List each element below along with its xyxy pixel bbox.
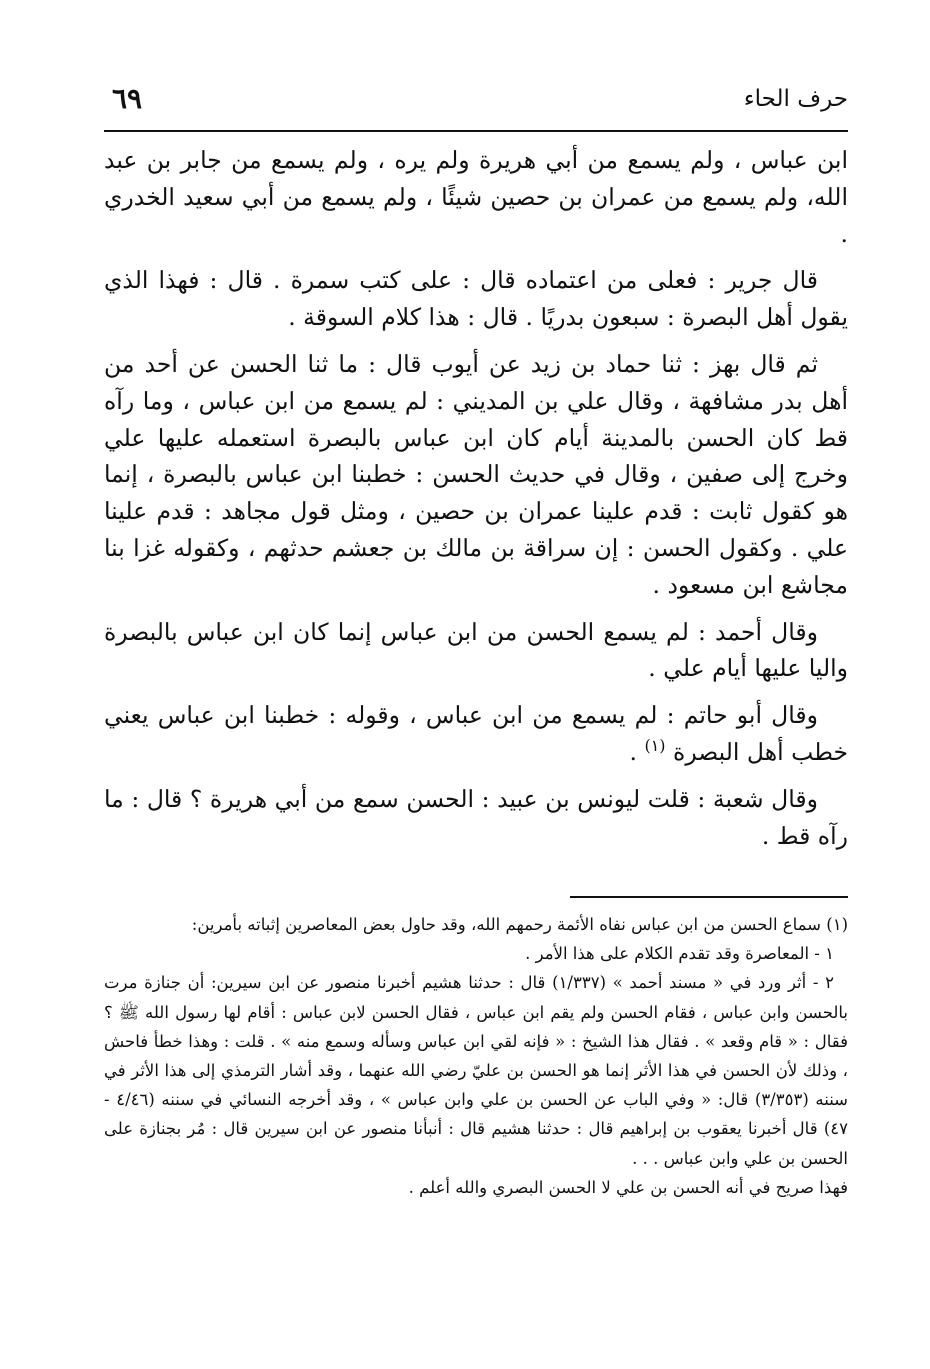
header-rule <box>104 130 848 132</box>
footnote-rule <box>570 896 848 898</box>
running-title: حرف الحاء <box>743 86 848 112</box>
footnote-1: (١) سماع الحسن من ابن عباس نفاه الأئمة رحمهم الله، وقد حاول بعض المعاصرين إثباته بأمرين: <box>191 915 848 934</box>
page-number: ٦٩ <box>112 82 143 115</box>
footnote-item-2: ٢ - أثر ورد في « مسند أحمد » (١/٣٣٧) قال : حدثنا هشيم أخبرنا منصور عن ابن سيرين: أن جنازة مرت بالحسن وابن عباس ، فقام الحسن ولم يقم ابن عباس ، فقال الحسن لابن عباس : أقام لها رسول الله ﷺ ؟ فقال : « قام وقعد » . فقال هذا الشيخ : « فإنه لقي ابن عباس وسأله وسمع منه » . قلت : وهذا خطأ فاحش ، وذلك لأن الحسن في هذا الأثر إنما هو الحسن بن عليّ رضي الله عنهما ، وقد أشار الترمذي إلى هذا الأثر في سننه (٣/٣٥٣) قال: « وفي الباب عن الحسن بن علي وابن عباس » ، وقد أخرجه النسائي في سننه (٤/٤٦ - ٤٧) قال أخبرنا يعقوب بن إبراهيم قال : حدثنا هشيم قال : أنبأنا منصور عن ابن سيرين قال : مُر بجنازة على الحسن بن علي وابن عباس . . . <box>104 973 849 1168</box>
footnote-item-1: ١ - المعاصرة وقد تقدم الكلام على هذا الأمر . <box>525 944 834 964</box>
footnote-conclusion: فهذا صريح في أنه الحسن بن علي لا الحسن البصري والله أعلم . <box>408 1177 848 1197</box>
main-text <box>104 142 848 864</box>
paragraph-6: وقال شعبة : قلت ليونس بن عبيد : الحسن سمع من أبي هريرة ؟ قال : ما رآه قط . <box>104 784 848 850</box>
paragraph-4: وقال أحمد : لم يسمع الحسن من ابن عباس إنما كان ابن عباس بالبصرة واليا عليها أيام علي . <box>104 617 848 683</box>
page-header <box>104 82 848 122</box>
paragraph-3: ثم قال بهز : ثنا حماد بن زيد عن أيوب قال : ما ثنا الحسن عن أحد من أهل بدر مشافهة ، وقال علي بن المديني : لم يسمع من ابن عباس ، وما رآه قط كان الحسن بالمدينة أيام كان ابن عباس بالبصرة استعمله عليها علي وخرج إلى صفين ، وقال في حديث الحسن : خطبنا ابن عباس بالبصرة ، إنما هو كقول ثابت : قدم علينا عمران بن حصين ، ومثل قول مجاهد : قدم علينا علي . وكقول الحسن : إن سراقة بن مالك بن جعشم حدثهم ، وكقوله غزا بنا مجاشع ابن مسعود . <box>104 349 848 599</box>
paragraph-1: ابن عباس ، ولم يسمع من أبي هريرة ولم يره ، ولم يسمع من جابر بن عبد الله، ولم يسمع من عمران بن حصين شيئًا ، ولم يسمع من أبي سعيد الخدري . <box>104 146 848 248</box>
paragraph-5-text: وقال أبو حاتم : لم يسمع من ابن عباس ، وقوله : خطبنا ابن عباس يعني خطب أهل البصرة <box>104 701 848 766</box>
paragraph-2: قال جرير : فعلى من اعتماده قال : على كتب سمرة . قال : فهذا الذي يقول أهل البصرة : سبعون بدريًا . قال : هذا كلام السوقة . <box>104 266 848 332</box>
footnotes <box>104 910 848 1202</box>
footnote-reference[interactable]: (١) <box>644 736 666 756</box>
paragraph-5-end: . <box>629 737 645 766</box>
paragraph-5 <box>104 697 848 771</box>
